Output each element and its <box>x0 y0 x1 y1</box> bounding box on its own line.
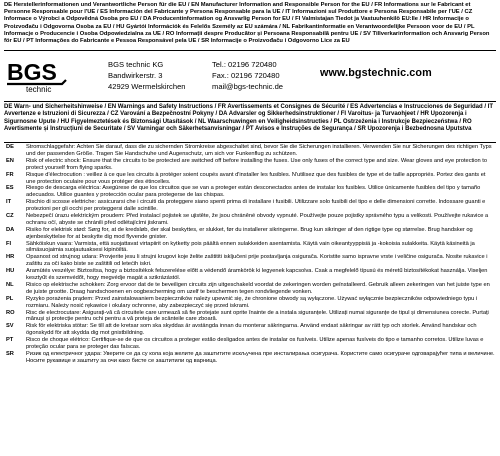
safety-text: Opasnost od strujnog udara: Provjerite jesu li strujni krugovi koje želite zaštititi isključeni prije postavljanja osigurača. Koristite samo ispravne vrste i veličine osigurača. Nosite rukavice i zaštitu za oči kako biste se zaštitili od letećih iskri. <box>26 254 488 268</box>
safety-row-it <box>4 199 496 213</box>
safety-row-en <box>4 158 496 172</box>
safety-row-pt <box>4 337 496 351</box>
language-code: FI <box>6 240 12 247</box>
safety-row-hu <box>4 268 496 282</box>
safety-row-sv <box>4 323 496 337</box>
safety-row-fr <box>4 172 496 186</box>
language-code: HU <box>6 268 15 275</box>
safety-row-fi <box>4 241 496 255</box>
language-code: RO <box>6 309 15 316</box>
safety-text: Rischio di scosse elettriche: assicurarsi che i circuiti da proteggere siano spenti prima di installare i fusibili. Utilizzare solo fusibili del tipo e delle dimensioni corrette. Indossare guanti e protezioni per gli occhi per proteggersi dalle scintille. <box>26 199 486 213</box>
language-code: DE <box>6 144 14 150</box>
safety-row-da <box>4 227 496 241</box>
manufacturer-info-heading: DE Herstellerinformationen und Verantwortliche Person für die EU / EN Manufacturer Information and Responsible Person for the EU / FR Informations sur le Fabricant et Personne Responsable pour l'UE / ES Información del Fabricante y Persona Responsable para la UE / IT Informazioni sul Produttore e Persona Responsabile per l'UE / CZ Informace o Výrobci a Odpovědná Osoba pro EU / DA Producentinformation og Ansvarlig Person for EU / FI Valmistajan Tiedot ja Vastuuhenkilö EU:lle / HR Informacije o Proizvođaču i Odgovorna Osoba za EU / HU Gyártói Információk és Felelős Személy az EU számára / NL Fabrikantinformatie en Verantwoordelijke Persoon voor de EU / PL Informacje o Producencie i Osoba Odpowiedzialna za UE / RO Informații despre Producător și Persoana Responsabilă pentru UE / SV Tillverkarinformation och Ansvarig Person för EU / PT Informações do Fabricante e Pessoa Responsável pela UE / SR Informacije o Proizvođaču i Odgovorno Lice za EU <box>4 2 490 45</box>
safety-row-de <box>4 144 496 158</box>
company-tel: Tel.: 02196 720480 <box>212 60 277 69</box>
language-code: SR <box>6 350 14 357</box>
company-name: BGS technic KG <box>108 60 164 69</box>
safety-row-es <box>4 185 496 199</box>
company-contact <box>212 59 283 92</box>
svg-text:BGS: BGS <box>7 59 57 85</box>
safety-text: Nebezpečí úrazu elektrickým proudem: Před instalací pojistek se ujistěte, že jsou chráněné obvody vypnuté. Používejte pouze pojistky správného typu a velikosti. Používejte rukavice a ochranu očí, abyste se chránili před odlétajícími jiskrami. <box>26 212 489 226</box>
safety-row-pl <box>4 296 496 310</box>
language-code: HR <box>6 254 15 261</box>
safety-text: Risiko for elektrisk stød: Sørg for, at de kredsløb, der skal beskyttes, er slukket, før du installerer sikringerne. Brug kun sikringer af den rigtige type og størrelse. Brug handsker og øjenbeskyttelse for at beskytte dig mod flyvende gnister. <box>26 226 473 240</box>
safety-text: Risk för elektriska stötar: Se till att de kretsar som ska skyddas är avstängda innan du monterar säkringarna. Använd endast säkringar av rätt typ och storlek. Använd handskar och ögonskydd för att skydda dig mot gnistbildning. <box>26 323 477 337</box>
language-code: EN <box>6 157 14 164</box>
safety-text: Risque d'électrocution : veillez à ce que les circuits à protéger soient coupés avant d'installer les fusibles. N'utilisez que des fusibles de type et de taille appropriés. Portez des gants et une protection oculaire pour vous protéger des étincelles. <box>26 171 486 185</box>
svg-text:technic: technic <box>26 85 52 93</box>
safety-text: Risc de electrocutare: Asigurați-vă că circuitele care urmează să fie protejate sunt oprite înainte de a instala siguranțele. Utilizați numai siguranțe de tipul și dimensiunea corecte. Purtați mănuși și protecție pentru ochi pentru a vă proteja de scânteile care zboară. <box>26 309 489 323</box>
safety-text: Sähköiskun vaara: Varmista, että suojattavat virtapiirit on kytketty pois päältä ennen sulakkeiden asentamista. Käytä vain oikeantyyppisiä ja -kokoisia sulakkeita. Käytä käsineitä ja silmäsuojaimia suojautuaksesi kipinöiltä. <box>26 240 475 254</box>
language-code: CZ <box>6 212 14 219</box>
language-code: PT <box>6 337 14 344</box>
company-street: Bandwirkerstr. 3 <box>108 71 163 80</box>
safety-row-nl <box>4 282 496 296</box>
bgs-logo <box>6 59 68 93</box>
safety-text: Risco de choque elétrico: Certifique-se de que os circuitos a proteger estão desligados antes de instalar os fusíveis. Utilize apenas fusíveis do tipo e tamanho corretos. Utilize luvas e proteção ocular para se proteger das faíscas. <box>26 337 484 351</box>
safety-row-ro <box>4 310 496 324</box>
safety-row-sr <box>4 351 496 365</box>
safety-heading: DE Warn- und Sicherheitshinweise / EN Warnings and Safety Instructions / FR Avertissements et Consignes de Sécurité / ES Advertencias e Instrucciones de Seguridad / IT Avvertenze e Istruzioni di Sicurezza / CZ Varování a Bezpečnostní Pokyny / DA Advarsler og Sikkerhedsinstruktioner / FI Varoitus- ja Turvaohjeet / HR Upozorenja i Sigurnosne Upute / HU Figyelmeztetések és Biztonsági Utasítások / NL Waarschuwingen en Veiligheidsinstructies / PL Ostrzeżenia i Instrukcje Bezpieczeństwa / RO Avertismente și Instrucțiuni de Securitate / SV Varningar och Säkerhetsanvisningar / PT Avisos e Instruções de Segurança / SR Upozorenja i Bezbednosna Uputstva <box>4 102 496 143</box>
language-code: PL <box>6 295 14 302</box>
safety-text: Risico op elektrische schokken: Zorg ervoor dat de te beveiligen circuits zijn uitgeschakeld voordat de zekeringen worden geïnstalleerd. Gebruik alleen zekeringen van het juiste type en de juiste grootte. Draag handschoenen en oogbescherming om uzelf te beschermen tegen rondvliegende vonken. <box>26 281 490 295</box>
language-code: SV <box>6 323 14 330</box>
language-code: FR <box>6 171 14 178</box>
company-website[interactable]: www.bgstechnic.com <box>320 67 432 79</box>
safety-text: Risk of electric shock: Ensure that the circuits to be protected are switched off before installing the fuses. Use only fuses of the correct type and size. Wear gloves and eye protection to protect yourself from flying sparks. <box>26 157 488 171</box>
company-mail[interactable]: mail@bgs-technic.de <box>212 82 284 91</box>
language-code: DA <box>6 226 15 233</box>
language-code: IT <box>6 199 12 206</box>
safety-instructions-list <box>4 143 496 365</box>
safety-text: Riesgo de descarga eléctrica: Asegúrese de que los circuitos que se van a proteger están desconectados antes de instalar los fusibles. Utilice únicamente fusibles del tipo y tamaño adecuados. Utilice guantes y protección ocular para protegerse de las chispas. <box>26 185 481 199</box>
company-address <box>108 59 186 92</box>
company-info-block <box>4 50 496 102</box>
language-code: ES <box>6 185 14 192</box>
language-code: NL <box>6 281 14 288</box>
company-city: 42929 Wermelskirchen <box>108 82 186 91</box>
company-fax: Fax.: 02196 720480 <box>212 71 280 80</box>
safety-text: Ризик од електричног удара: Уверите се да су кола која желите да заштитите искључена пре инсталирања осигурача. Користите само осигураче одговарајућег типа и величине. Носите рукавице и заштиту за очи како бисте се заштитили од варница. <box>26 350 495 364</box>
safety-text: Áramütés veszélye: Biztosítsa, hogy a biztosítékok felszerelése előtt a védendő áramkörök ki legyenek kapcsolva. Csak a megfelelő típusú és méretű biztosítékokat használja. Viseljen kesztyűt és szemvédőt, hogy megvédje magát a szikrázástól. <box>26 268 488 282</box>
safety-row-hr <box>4 254 496 268</box>
safety-text: Ryzyko porażenia prądem: Przed zainstalowaniem bezpieczników należy upewnić się, że chronione obwody są wyłączone. Używać wyłącznie bezpieczników odpowiedniego typu i rozmiaru. Należy nosić rękawice i okulary ochronne, aby zabezpieczyć się przed iskrami. <box>26 295 478 309</box>
safety-row-cz <box>4 213 496 227</box>
safety-text: Stromschlaggefahr: Achten Sie darauf, dass die zu sichernden Stromkreise abgeschaltet sind, bevor Sie die Sicherungen installieren. Verwenden Sie nur Sicherungen des richtigen Typs und der passenden Größe. Tragen Sie Handschuhe und Augenschutz, um sich vor Funkenflug zu schützen. <box>26 144 492 157</box>
